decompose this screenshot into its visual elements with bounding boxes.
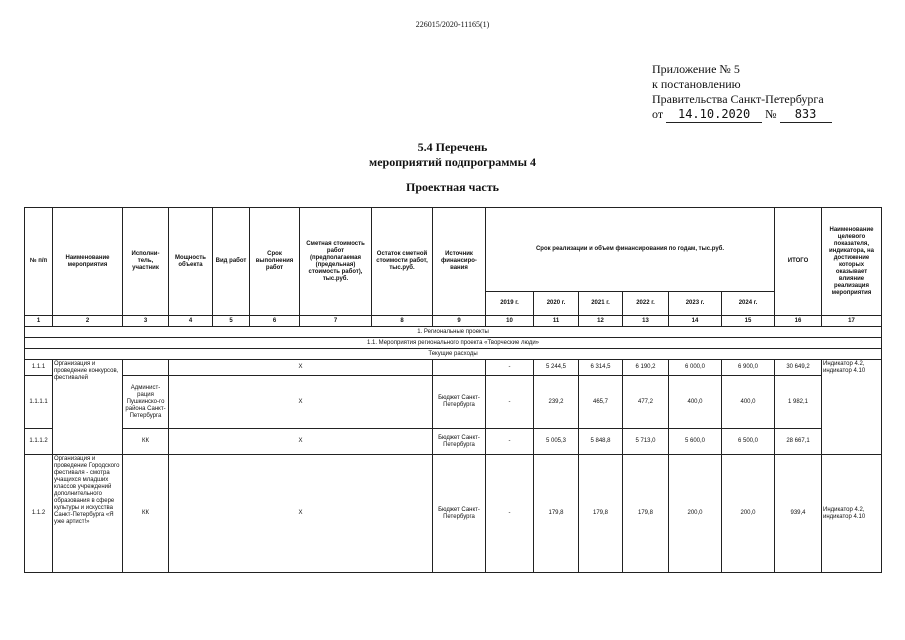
value-2021: 5 848,8 xyxy=(579,429,623,455)
value-2020: 179,8 xyxy=(534,455,579,573)
header-funding-source: Источник финансиро-вания xyxy=(433,208,486,316)
header-total: ИТОГО xyxy=(775,208,822,316)
executor-cell: Админист-рация Пушкинско-го района Санкт-Петербурга xyxy=(123,376,169,429)
value-2024: 400,0 xyxy=(722,376,775,429)
row-number: 1.1.1 xyxy=(25,360,53,376)
list-title-line-1: 5.4 Перечень xyxy=(417,140,488,154)
value-2019: - xyxy=(486,376,534,429)
section-row xyxy=(25,327,882,338)
column-number: 1 xyxy=(25,316,53,327)
value-2023: 400,0 xyxy=(669,376,722,429)
header-row xyxy=(25,208,882,292)
value-2021: 179,8 xyxy=(579,455,623,573)
header-work-type: Вид работ xyxy=(213,208,250,316)
column-number: 7 xyxy=(300,316,372,327)
column-number: 9 xyxy=(433,316,486,327)
value-2022: 179,8 xyxy=(623,455,669,573)
value-2021: 6 314,5 xyxy=(579,360,623,376)
row-number: 1.1.1.2 xyxy=(25,429,53,455)
executor-cell: КК xyxy=(123,455,169,573)
not-applicable-cell: X xyxy=(169,376,433,429)
appendix-block xyxy=(652,62,832,123)
header-name: Наименование мероприятия xyxy=(53,208,123,316)
section-regional-projects: 1. Региональные проекты xyxy=(25,327,882,338)
resolution-number: 833 xyxy=(780,107,832,123)
total-cell: 30 649,2 xyxy=(775,360,822,376)
appendix-date-line xyxy=(652,107,832,123)
header-num: № п/п xyxy=(25,208,53,316)
value-2023: 5 600,0 xyxy=(669,429,722,455)
table-row xyxy=(25,455,882,573)
column-number: 6 xyxy=(250,316,300,327)
column-number: 14 xyxy=(669,316,722,327)
column-number: 12 xyxy=(579,316,623,327)
column-number: 11 xyxy=(534,316,579,327)
column-number: 5 xyxy=(213,316,250,327)
year-header: 2021 г. xyxy=(579,292,623,316)
column-number: 13 xyxy=(623,316,669,327)
total-cell: 939,4 xyxy=(775,455,822,573)
indicator-cell: Индикатор 4.2, индикатор 4.10 xyxy=(822,360,882,455)
total-cell: 1 982,1 xyxy=(775,376,822,429)
value-2020: 5 244,5 xyxy=(534,360,579,376)
document-registration-number: 226015/2020-11165(1) xyxy=(415,20,490,29)
not-applicable-cell: X xyxy=(169,429,433,455)
header-executor: Исполни-тель, участник xyxy=(123,208,169,316)
funding-source-cell xyxy=(433,360,486,376)
value-2019: - xyxy=(486,429,534,455)
appendix-line-3: Правительства Санкт-Петербурга xyxy=(652,92,824,106)
header-remaining-cost: Остаток сметной стоимости работ, тыс.руб. xyxy=(372,208,433,316)
appendix-line-2: к постановлению xyxy=(652,77,741,91)
value-2023: 6 000,0 xyxy=(669,360,722,376)
value-2024: 200,0 xyxy=(722,455,775,573)
funding-source-cell: Бюджет Санкт-Петербурга xyxy=(433,429,486,455)
funding-source-cell: Бюджет Санкт-Петербурга xyxy=(433,376,486,429)
column-number: 16 xyxy=(775,316,822,327)
header-estimated-cost: Сметная стоимость работ (предполагаемая (предельная) стоимость работ), тыс.руб. xyxy=(300,208,372,316)
list-title xyxy=(0,140,905,170)
table-row xyxy=(25,360,882,376)
activity-name: Организация и проведение Городского фестиваля - смотра учащихся младших классов учреждений дополнительного образования в сфере культуры и искусства Санкт-Петербурга «Я уже артист!» xyxy=(53,455,123,573)
value-2021: 465,7 xyxy=(579,376,623,429)
value-2020: 5 005,3 xyxy=(534,429,579,455)
value-2022: 6 190,2 xyxy=(623,360,669,376)
column-numbers-row xyxy=(25,316,882,327)
header-term: Срок выполнения работ xyxy=(250,208,300,316)
funding-source-cell: Бюджет Санкт-Петербурга xyxy=(433,455,486,573)
year-header: 2020 г. xyxy=(534,292,579,316)
value-2022: 5 713,0 xyxy=(623,429,669,455)
table-row xyxy=(25,376,882,429)
column-number: 15 xyxy=(722,316,775,327)
column-number: 4 xyxy=(169,316,213,327)
year-header: 2023 г. xyxy=(669,292,722,316)
value-2024: 6 500,0 xyxy=(722,429,775,455)
current-expenses-row xyxy=(25,349,882,360)
indicator-cell: Индикатор 4.2, индикатор 4.10 xyxy=(822,455,882,573)
current-expenses-label: Текущие расходы xyxy=(25,349,882,360)
column-number: 2 xyxy=(53,316,123,327)
column-number: 17 xyxy=(822,316,882,327)
appendix-line-1: Приложение № 5 xyxy=(652,62,740,76)
row-number: 1.1.1.1 xyxy=(25,376,53,429)
value-2022: 477,2 xyxy=(623,376,669,429)
number-label: № xyxy=(765,107,777,121)
section-subtitle: Проектная часть xyxy=(406,180,499,194)
subsection-row xyxy=(25,338,882,349)
column-number: 8 xyxy=(372,316,433,327)
not-applicable-cell: X xyxy=(169,455,433,573)
executor-cell xyxy=(123,360,169,376)
year-header: 2022 г. xyxy=(623,292,669,316)
resolution-date: 14.10.2020 xyxy=(666,107,762,123)
value-2019: - xyxy=(486,455,534,573)
subsection-creative-people: 1.1. Мероприятия регионального проекта «Творческие люди» xyxy=(25,338,882,349)
header-capacity: Мощность объекта xyxy=(169,208,213,316)
row-number: 1.1.2 xyxy=(25,455,53,573)
year-header: 2024 г. xyxy=(722,292,775,316)
value-2020: 239,2 xyxy=(534,376,579,429)
year-header: 2019 г. xyxy=(486,292,534,316)
not-applicable-cell: X xyxy=(169,360,433,376)
header-period: Срок реализации и объем финансирования по годам, тыс.руб. xyxy=(486,208,775,292)
total-cell: 28 667,1 xyxy=(775,429,822,455)
value-2024: 6 900,0 xyxy=(722,360,775,376)
table-row xyxy=(25,429,882,455)
value-2023: 200,0 xyxy=(669,455,722,573)
header-indicator: Наименование целевого показателя, индикатора, на достижение которых оказывает влияние реализация мероприятия xyxy=(822,208,882,316)
executor-cell: КК xyxy=(123,429,169,455)
column-number: 3 xyxy=(123,316,169,327)
value-2019: - xyxy=(486,360,534,376)
activities-table xyxy=(24,207,882,573)
column-number: 10 xyxy=(486,316,534,327)
from-label: от xyxy=(652,107,664,121)
activity-name: Организация и проведение конкурсов, фестивалей xyxy=(53,360,123,455)
list-title-line-2: мероприятий подпрограммы 4 xyxy=(369,155,536,169)
